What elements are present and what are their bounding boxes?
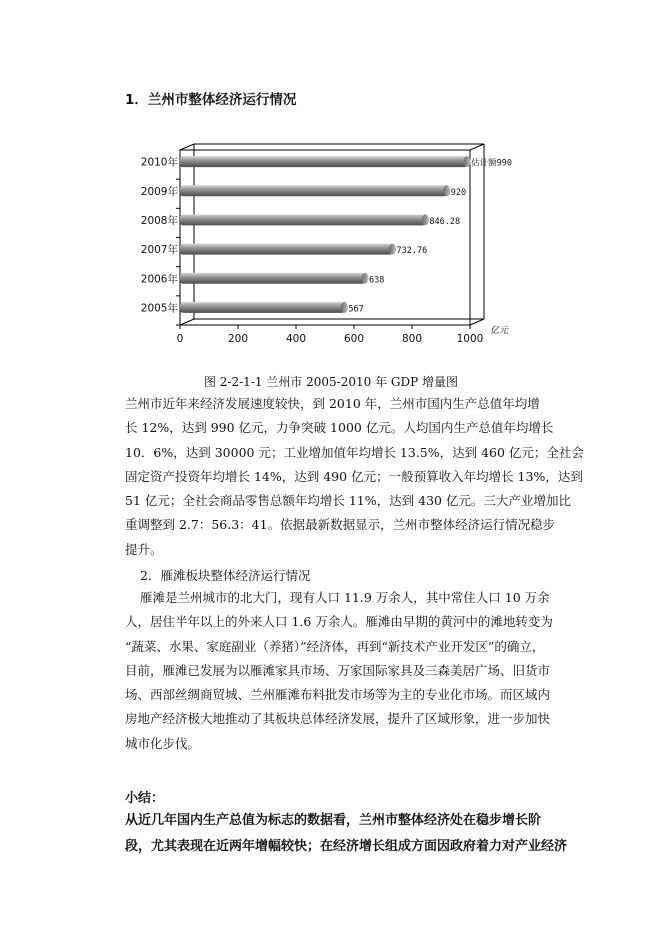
x-axis-unit: 亿元 (490, 326, 509, 336)
paragraph-line: 场、西部丝绸商贸城、兰州雁滩布料批发市场等为主的专业化市场。而区域内 (125, 687, 551, 703)
bar-cap (422, 214, 429, 225)
y-tick-label: 2009年 (140, 185, 178, 198)
y-tick-label: 2005年 (140, 302, 178, 315)
paragraph-line: 提升。 (125, 541, 163, 557)
paragraph-line: 目前，雁滩已发展为以雁滩家具市场、万家国际家具及三森美居广场、旧货市 (125, 662, 551, 678)
bar-cap (341, 302, 348, 313)
bar-data-label: 732.76 (396, 246, 428, 257)
x-tick-label: 400 (285, 333, 307, 345)
paragraph-line: 兰州市近年来经济发展速度较快，到 2010 年，兰州市国内生产总值年均增 (125, 396, 540, 411)
chart-bars (180, 156, 471, 313)
paragraph-line: 10．6%，达到 30000 元；工业增加值年均增长 13.5%，达到 460 亿元；全社会 (125, 444, 584, 460)
bar-cap (362, 273, 369, 284)
figure-caption: 图 2-2-1-1 兰州市 2005-2010 年 GDP 增量图 (203, 375, 458, 389)
x-tick-label: 800 (401, 333, 423, 345)
paragraph-line: 固定资产投资年均增长 14%，达到 490 亿元；一般预算收入年均增长 13%，达到 (125, 468, 583, 484)
x-tick-label: 1000 (456, 333, 484, 345)
bar-data-label: 920 (450, 187, 467, 198)
paragraph-line: 城市化步伐。 (125, 735, 201, 751)
paragraph-line: “蔬菜、水果、家庭副业（养猪）”经济体，再到“新技术产业开发区”的确立， (125, 638, 545, 654)
paragraph-line: 房地产经济极大地推动了其板块总体经济发展，提升了区域形象，进一步加快 (125, 711, 551, 727)
bar (180, 273, 365, 284)
bar (180, 302, 344, 313)
chart-floor-right (470, 319, 484, 325)
paragraph-yantan-economy (125, 586, 565, 756)
x-tick-label: 600 (343, 333, 365, 345)
paragraph-lanzhou-economy (125, 392, 584, 562)
y-tick-label: 2006年 (140, 273, 178, 286)
paragraph-line: 51 亿元；全社会商品零售总额年均增长 11%，达到 430 亿元。三大产业增加比 (125, 493, 571, 509)
bar-cap (443, 185, 450, 196)
gdp-bar-chart (0, 0, 662, 372)
paragraph-summary (125, 808, 568, 860)
x-tick-label: 200 (227, 333, 249, 345)
y-tick-label: 2008年 (140, 214, 178, 227)
chart-frame (176, 144, 484, 329)
bar (180, 185, 447, 196)
bar-data-label: 638 (369, 275, 385, 286)
paragraph-line: 从近几年国内生产总值为标志的数据看，兰州市整体经济处在稳步增长阶 (125, 813, 542, 828)
bar (180, 244, 393, 255)
summary-heading: 小结： (125, 791, 165, 806)
paragraph-line: 长 12%，达到 990 亿元，力争突破 1000 亿元。人均国内生产总值年均增长 (125, 420, 554, 436)
bar-data-label: 846.28 (429, 216, 461, 227)
y-tick-label: 2010年 (140, 156, 178, 169)
chart-top-edge (180, 144, 484, 150)
bar-cap (464, 156, 471, 167)
bar (180, 214, 425, 225)
section-1-heading: 1．兰州市整体经济运行情况 (125, 92, 297, 108)
bar-cap (389, 244, 396, 255)
paragraph-line: 段，尤其表现在近两年增幅较快；在经济增长组成方面因政府着力对产业经济 (125, 839, 568, 854)
y-tick-label: 2007年 (140, 244, 178, 257)
bar-data-label: 567 (348, 304, 364, 315)
paragraph-line: 雁滩是兰州城市的北大门，现有人口 11.9 万余人，其中常住人口 10 万余 (140, 590, 550, 605)
bar (180, 156, 467, 167)
bar-data-label: 估计额990 (471, 158, 512, 169)
section-2-heading: 2．雁滩板块整体经济运行情况 (140, 568, 311, 583)
paragraph-line: 人，居住半年以上的外来人口 1.6 万余人。雁滩由早期的黄河中的滩地转变为 (125, 614, 553, 630)
paragraph-line: 重调整到 2.7：56.3：41。依据最新数据显示，兰州市整体经济运行情况稳步 (125, 517, 556, 533)
x-tick-label: 0 (176, 333, 184, 345)
chart-floor-left (180, 319, 194, 325)
